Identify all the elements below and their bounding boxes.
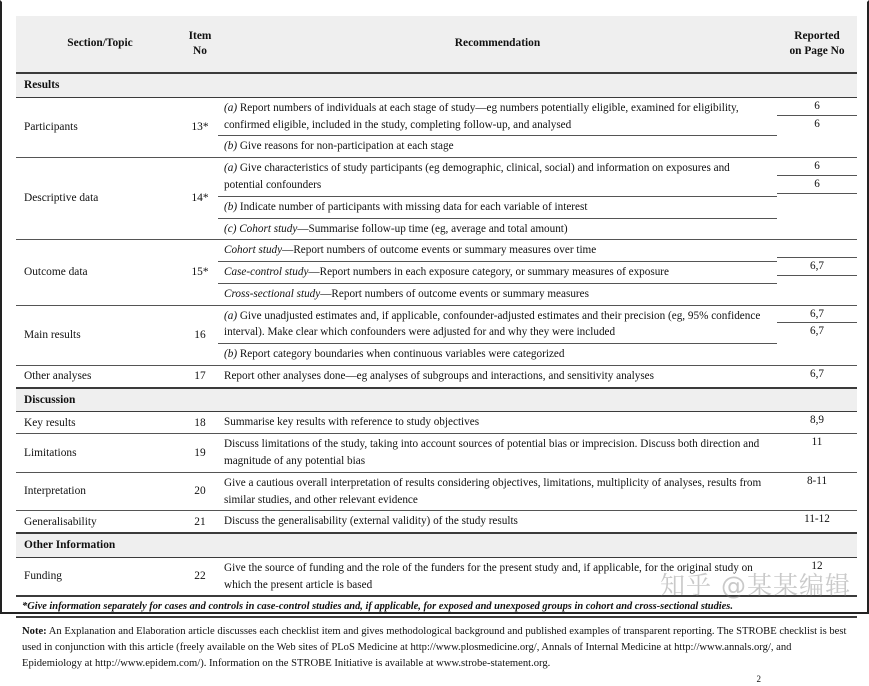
row-pages [777, 434, 857, 473]
recommendation-line: (b) Indicate number of participants with missing data for each variable of interest [218, 196, 777, 218]
table-row [16, 511, 857, 533]
row-item-no: 18 [182, 412, 218, 434]
recommendation-line: Report other analyses done—eg analyses of subgroups and interactions, and sensitivity analyses [224, 370, 654, 383]
row-recommendations [218, 511, 777, 533]
header-recommendation: Recommendation [218, 16, 777, 73]
row-recommendations [218, 97, 777, 157]
header-reported-line2: on Page No [789, 44, 845, 57]
row-recommendations [218, 412, 777, 434]
page-line [777, 240, 857, 257]
recommendation-line: (a) Report numbers of individuals at each stage of study—eg numbers potentially eligible, examined for eligibility, confirmed eligible, included in the study, completing follow-up, and analysed [218, 98, 777, 136]
table-row [16, 158, 857, 240]
header-item-no [182, 16, 218, 73]
page-line: 11-12 [804, 513, 830, 526]
table-row [16, 240, 857, 305]
page-line: 6,7 [810, 368, 824, 381]
row-pages [777, 412, 857, 434]
row-item-no: 20 [182, 472, 218, 511]
row-recommendations [218, 434, 777, 473]
page-line: 8,9 [810, 414, 824, 427]
page-line [777, 193, 857, 210]
recommendation-line: (b) Give reasons for non-participation at each stage [224, 140, 454, 153]
page-line: 6 [777, 158, 857, 175]
recommendation-line: Summarise key results with reference to study objectives [224, 416, 480, 429]
page-line: 6,7 [810, 325, 824, 338]
row-pages [777, 97, 857, 157]
recommendation-line: (c) Cohort study—Summarise follow-up time (eg, average and total amount) [224, 222, 568, 235]
section-banner-label: Discussion [16, 388, 857, 412]
table-row [16, 434, 857, 473]
page-number: 2 [756, 673, 761, 684]
table-row [16, 412, 857, 434]
row-topic: Key results [16, 412, 182, 434]
section-banner-row [16, 73, 857, 97]
row-topic: Outcome data [16, 240, 182, 305]
row-pages [777, 366, 857, 388]
page-line: 6,7 [777, 258, 857, 276]
header-reported-line1: Reported [794, 30, 840, 42]
recommendation-line: (b) Report category boundaries when continuous variables were categorized [224, 348, 565, 361]
recommendation-line: Cohort study—Report numbers of outcome events or summary measures over time [218, 240, 777, 261]
row-topic: Participants [16, 97, 182, 157]
header-item-no-line1: Item [188, 30, 212, 42]
row-topic: Limitations [16, 434, 182, 473]
row-recommendations [218, 240, 777, 305]
row-item-no: 17 [182, 366, 218, 388]
row-pages [777, 158, 857, 240]
note-body: An Explanation and Elaboration article discusses each checklist item and gives methodological background and published examples of transparent reporting. The STROBE checklist is best used in conjunction with this article (freely available on the Web sites of PLoS Medicine at http://www.plosmedicine.org/, Annals of Internal Medicine at http://www.annals.org/, and Epidemiology at http://www.epidem.com/). Information on the STROBE Initiative is available at www.strobe-statement.org. [22, 626, 847, 670]
explanatory-note [16, 618, 857, 684]
recommendation-line: (a) Give characteristics of study participants (eg demographic, clinical, social) and information on exposures and potential confounders [218, 158, 777, 196]
row-topic: Main results [16, 305, 182, 365]
row-item-no: 13* [182, 97, 218, 157]
section-banner-label: Results [16, 73, 857, 97]
header-reported-page [777, 16, 857, 73]
header-section-topic: Section/Topic [16, 16, 182, 73]
recommendation-line: Cross-sectional study—Report numbers of outcome events or summary measures [224, 287, 589, 300]
page-line: 6 [814, 117, 820, 130]
row-topic: Funding [16, 557, 182, 596]
row-item-no: 19 [182, 434, 218, 473]
row-recommendations [218, 366, 777, 388]
row-recommendations [218, 305, 777, 365]
recommendation-line: Discuss limitations of the study, taking into account sources of potential bias or imprecision. Discuss both direction and magnitude of any potential bias [224, 438, 760, 467]
row-pages [777, 472, 857, 511]
table-header [16, 16, 857, 73]
recommendation-line: Discuss the generalisability (external validity) of the study results [224, 515, 518, 528]
row-pages [777, 511, 857, 533]
table-footnote: *Give information separately for cases and controls in case-control studies and, if applicable, for exposed and unexposed groups in cohort and cross-sectional studies. [16, 597, 857, 618]
table-row [16, 472, 857, 511]
page-line: 8-11 [806, 474, 828, 487]
table-body [16, 73, 857, 596]
table-row [16, 97, 857, 157]
recommendation-line: (a) Give unadjusted estimates and, if applicable, confounder-adjusted estimates and their precision (eg, 95% confidence interval). Make clear which confounders were adjusted for and why they were included [218, 306, 777, 344]
section-banner-row [16, 388, 857, 412]
row-item-no: 22 [182, 557, 218, 596]
recommendation-line: Give a cautious overall interpretation of results considering objectives, limitations, multiplicity of analyses, results from similar studies, and other relevant evidence [224, 476, 762, 506]
section-banner-row [16, 533, 857, 557]
row-recommendations [218, 557, 777, 596]
section-banner-label: Other Information [16, 533, 857, 557]
recommendation-line: Give the source of funding and the role of the funders for the present study and, if applicable, for the original study on which the present article is based [224, 561, 753, 591]
row-topic: Generalisability [16, 511, 182, 533]
row-pages [777, 240, 857, 305]
note-label: Note: [22, 626, 47, 638]
row-item-no: 15* [182, 240, 218, 305]
page-line: 12 [811, 559, 823, 572]
page-line: 6 [777, 98, 857, 115]
table-row [16, 366, 857, 388]
page-line: 11 [811, 436, 823, 449]
watermark: 知乎 @某某编辑 [660, 571, 851, 600]
row-recommendations [218, 158, 777, 240]
row-item-no: 14* [182, 158, 218, 240]
row-pages [777, 557, 857, 596]
row-topic: Other analyses [16, 366, 182, 388]
table-row [16, 557, 857, 596]
page-line [777, 275, 857, 292]
table-row [16, 305, 857, 365]
recommendation-line: Case-control study—Report numbers in each exposure category, or summary measures of exposure [218, 262, 777, 284]
checklist-sheet [2, 2, 867, 684]
row-pages [777, 305, 857, 365]
header-item-no-line2: No [193, 44, 207, 57]
row-item-no: 16 [182, 305, 218, 365]
strobe-checklist-table [16, 16, 857, 597]
row-recommendations [218, 472, 777, 511]
row-topic: Descriptive data [16, 158, 182, 240]
row-topic: Interpretation [16, 472, 182, 511]
page-line: 6,7 [777, 306, 857, 323]
row-item-no: 21 [182, 511, 218, 533]
page-line: 6 [777, 175, 857, 193]
